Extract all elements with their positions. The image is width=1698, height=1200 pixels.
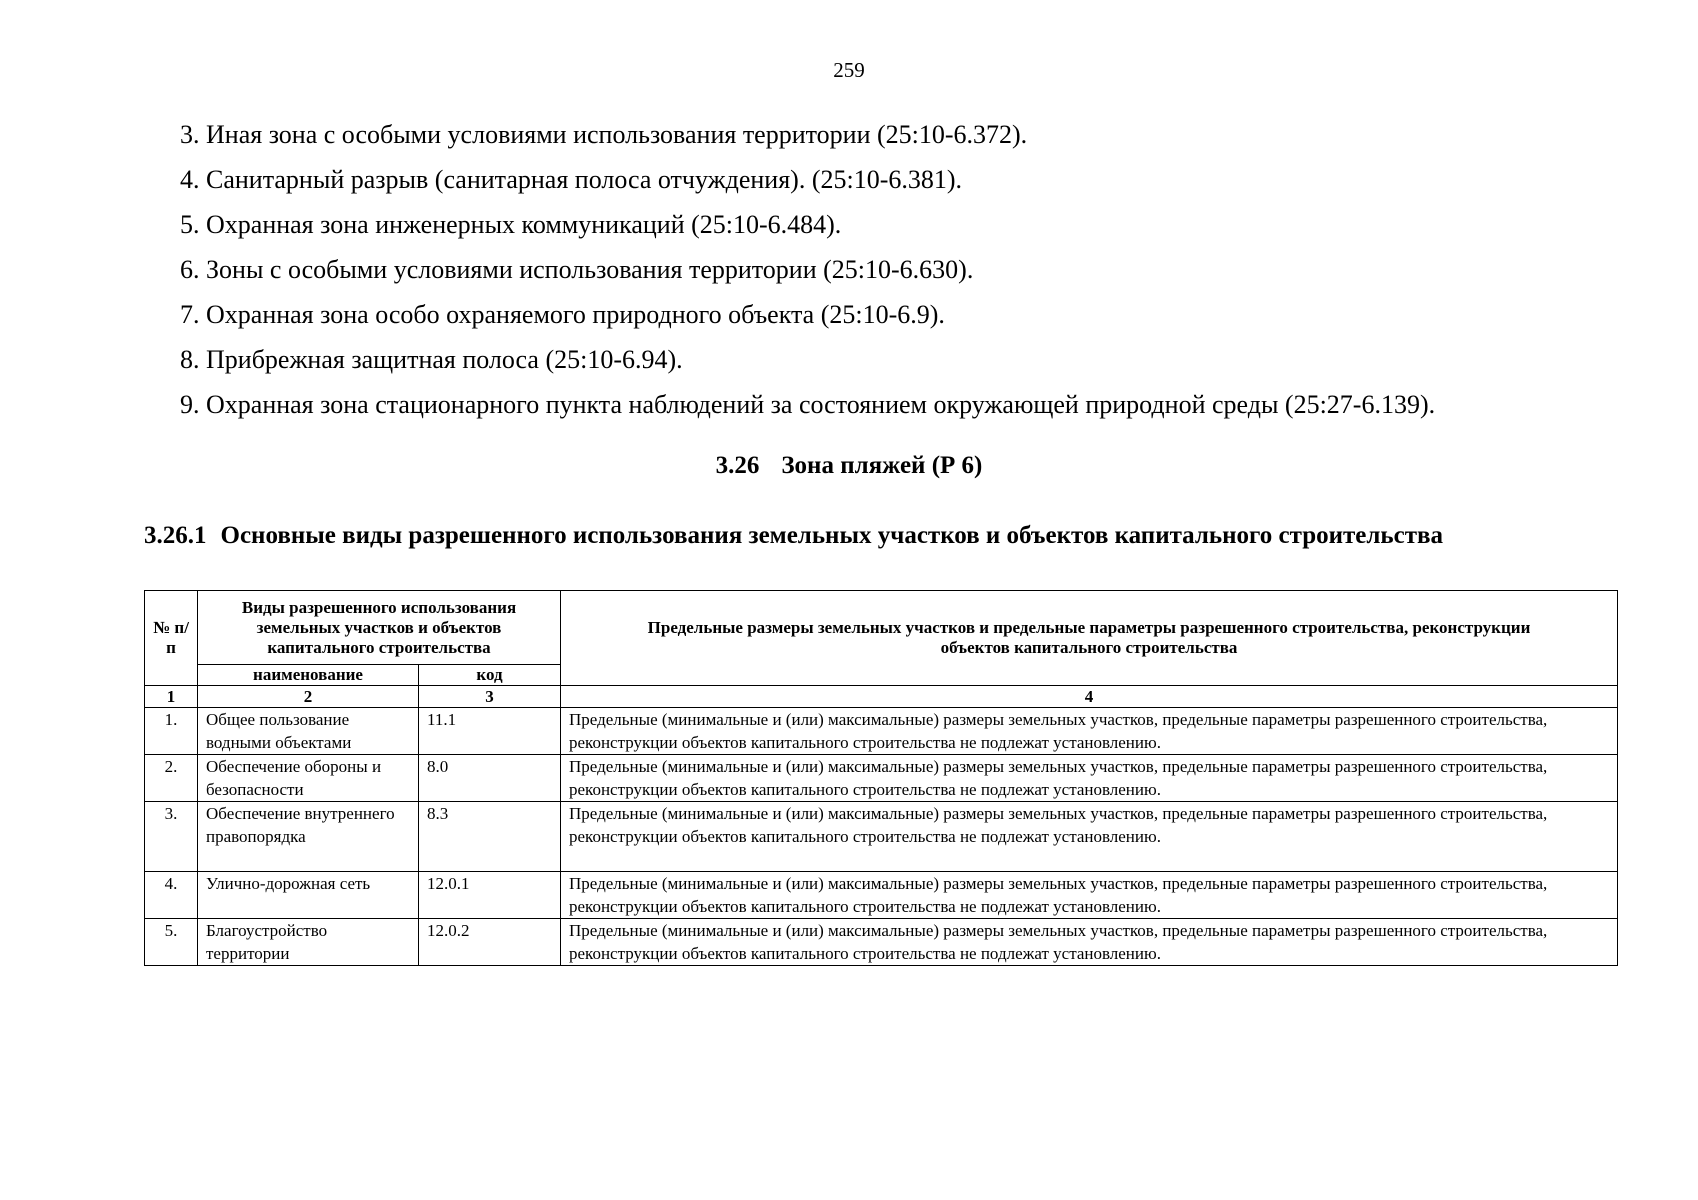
row-code: 12.0.1 <box>419 872 561 919</box>
zone-list <box>180 112 1680 427</box>
list-item: 4. Санитарный разрыв (санитарная полоса отчуждения). (25:10-6.381). <box>180 165 963 194</box>
row-code: 8.0 <box>419 755 561 802</box>
list-item: 5. Охранная зона инженерных коммуникаций (25:10-6.484). <box>180 210 842 239</box>
row-name: Обеспечение внутреннего правопорядка <box>198 802 419 872</box>
row-code: 12.0.2 <box>419 919 561 966</box>
row-code: 8.3 <box>419 802 561 872</box>
subsection-title: Основные виды разрешенного использования земельных участков и объектов капитального строительства <box>220 522 1444 549</box>
row-name: Благоустройство территории <box>198 919 419 966</box>
list-item: 9. Охранная зона стационарного пункта наблюдений за состоянием окружающей природной среды (25:27-6.139). <box>180 390 1436 419</box>
subsection-number: 3.26.1 <box>144 522 207 549</box>
list-item: 3. Иная зона с особыми условиями использования территории (25:10-6.372). <box>180 120 1028 149</box>
header-name: наименование <box>198 665 419 686</box>
land-use-table <box>144 590 1618 966</box>
row-limits: Предельные (минимальные и (или) максимальные) размеры земельных участков, предельные параметры разрешенного строительства, реконструкции объектов капитального строительства не подлежат установлению. <box>561 872 1618 919</box>
header-code: код <box>419 665 561 686</box>
list-item: 6. Зоны с особыми условиями использования территории (25:10-6.630). <box>180 255 974 284</box>
column-number: 2 <box>198 686 419 708</box>
row-limits: Предельные (минимальные и (или) максимальные) размеры земельных участков, предельные параметры разрешенного строительства, реконструкции объектов капитального строительства не подлежат установлению. <box>561 708 1618 755</box>
header-num: № п/п <box>145 591 198 686</box>
list-item: 8. Прибрежная защитная полоса (25:10-6.94). <box>180 345 683 374</box>
header-limits: Предельные размеры земельных участков и предельные параметры разрешенного строительства, реконструкции объектов капитального строительства <box>561 591 1618 686</box>
header-kinds: Виды разрешенного использования земельных участков и объектов капитального строительства <box>198 591 561 665</box>
row-number: 5. <box>145 919 198 966</box>
section-title: Зона пляжей (Р 6) <box>781 452 983 479</box>
column-number: 4 <box>561 686 1618 708</box>
row-number: 3. <box>145 802 198 872</box>
table-row <box>145 872 1618 919</box>
row-number: 1. <box>145 708 198 755</box>
table-row <box>145 802 1618 872</box>
section-number: 3.26 <box>715 452 760 479</box>
row-limits: Предельные (минимальные и (или) максимальные) размеры земельных участков, предельные параметры разрешенного строительства, реконструкции объектов капитального строительства не подлежат установлению. <box>561 755 1618 802</box>
row-name: Улично-дорожная сеть <box>198 872 419 919</box>
row-name: Общее пользование водными объектами <box>198 708 419 755</box>
table-row <box>145 755 1618 802</box>
table-row <box>145 919 1618 966</box>
section-heading <box>0 452 1698 480</box>
row-limits: Предельные (минимальные и (или) максимальные) размеры земельных участков, предельные параметры разрешенного строительства, реконструкции объектов капитального строительства не подлежат установлению. <box>561 802 1618 872</box>
row-limits: Предельные (минимальные и (или) максимальные) размеры земельных участков, предельные параметры разрешенного строительства, реконструкции объектов капитального строительства не подлежат установлению. <box>561 919 1618 966</box>
row-number: 2. <box>145 755 198 802</box>
row-number: 4. <box>145 872 198 919</box>
table-row <box>145 708 1618 755</box>
column-number: 3 <box>419 686 561 708</box>
subsection-heading <box>144 522 1624 550</box>
page-number: 259 <box>833 58 865 82</box>
column-numbers-row <box>145 686 1618 708</box>
row-name: Обеспечение обороны и безопасности <box>198 755 419 802</box>
column-number: 1 <box>145 686 198 708</box>
row-code: 11.1 <box>419 708 561 755</box>
list-item: 7. Охранная зона особо охраняемого природного объекта (25:10-6.9). <box>180 300 945 329</box>
